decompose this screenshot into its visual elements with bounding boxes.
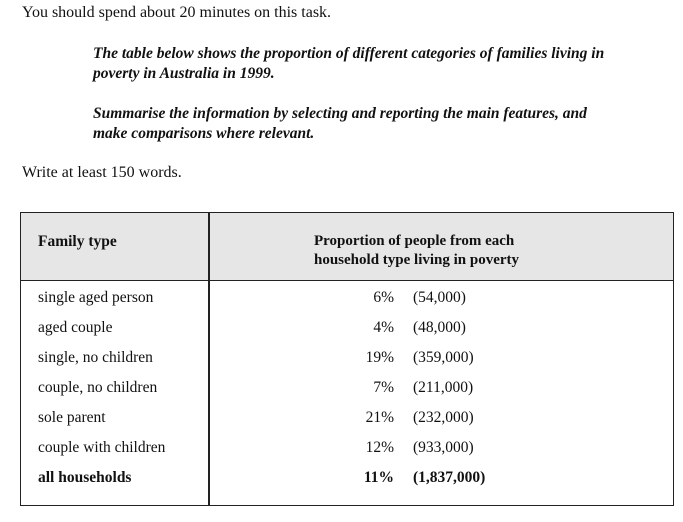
row-family-type: aged couple: [38, 319, 113, 336]
row-count: (1,837,000): [413, 469, 486, 486]
header-proportion-line2: household type living in poverty: [314, 252, 520, 268]
row-family-type: single, no children: [38, 349, 153, 366]
header-family-type: Family type: [38, 233, 117, 250]
row-percentage: 11%: [363, 469, 394, 486]
row-family-type: couple, no children: [38, 379, 158, 396]
row-family-type: couple with children: [38, 439, 166, 456]
row-percentage: 7%: [373, 379, 394, 396]
row-count: (359,000): [413, 349, 474, 366]
row-percentage: 19%: [365, 349, 394, 366]
row-count: (933,000): [413, 439, 474, 456]
table-body: [21, 289, 673, 499]
row-count: (211,000): [413, 379, 474, 396]
word-count-instruction: Write at least 150 words.: [22, 164, 182, 181]
row-count: (48,000): [413, 319, 466, 336]
task-description: The table below shows the proportion of different categories of families living in poverty in Australia in 1999.: [93, 45, 605, 82]
row-count: (232,000): [413, 409, 474, 426]
table-row: [21, 319, 673, 349]
header-proportion: [314, 232, 564, 270]
table-row: [21, 349, 673, 379]
row-count: (54,000): [413, 289, 466, 306]
row-family-type: all households: [38, 469, 132, 486]
row-family-type: single aged person: [38, 289, 154, 306]
table-row: [21, 439, 673, 469]
row-percentage: 21%: [365, 409, 394, 426]
header-proportion-line1: Proportion of people from each: [314, 233, 515, 249]
poverty-table: [20, 212, 674, 506]
task-summary-instruction: Summarise the information by selecting and reporting the main features, and make comparisons where relevant.: [93, 105, 587, 142]
table-header: [21, 213, 673, 281]
row-percentage: 4%: [373, 319, 394, 336]
row-family-type: sole parent: [38, 409, 106, 426]
table-row: [21, 289, 673, 319]
table-row: [21, 409, 673, 439]
table-row: [21, 379, 673, 409]
table-row-total: [21, 469, 673, 499]
row-percentage: 6%: [373, 289, 394, 306]
time-instruction: You should spend about 20 minutes on this task.: [22, 4, 332, 21]
row-percentage: 12%: [365, 439, 394, 456]
